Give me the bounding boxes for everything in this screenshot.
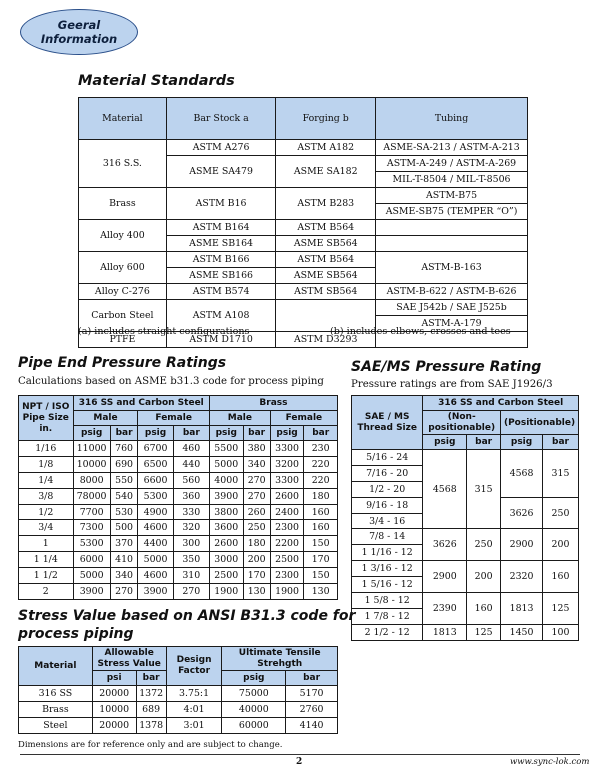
table-row	[19, 504, 338, 520]
cell: 1900	[270, 584, 304, 600]
table-row	[79, 252, 528, 268]
header-male: Male	[209, 411, 270, 426]
cell: 3800	[209, 504, 243, 520]
cell: 160	[304, 504, 338, 520]
header-psig: psig	[209, 426, 243, 441]
cell: 3600	[209, 520, 243, 536]
cell: 40000	[222, 701, 286, 717]
cell-material: Brass	[79, 188, 167, 220]
header-design-factor: Design Factor	[166, 647, 222, 686]
header-tubing: Tubing	[376, 98, 528, 140]
cell: 4900	[138, 504, 173, 520]
cell-size: 1 1/16 - 12	[352, 545, 423, 561]
header-bar: bar	[286, 671, 338, 686]
cell: 200	[543, 529, 579, 561]
header-male: Male	[73, 411, 138, 426]
stress-title-line-2: process piping	[18, 626, 134, 642]
cell: ASME SA182	[276, 156, 376, 188]
cell: 180	[304, 488, 338, 504]
sae-table	[351, 395, 579, 641]
cell-material: Alloy C-276	[79, 284, 167, 300]
cell: ASTM-A-179	[376, 316, 528, 332]
cell-size: 1 5/16 - 12	[352, 577, 423, 593]
header-bar: bar	[543, 435, 579, 450]
table-row	[79, 220, 528, 236]
cell: 160	[543, 561, 579, 593]
cell: 3.75:1	[166, 686, 222, 702]
cell: 230	[304, 441, 338, 457]
cell-material: Alloy 400	[79, 220, 167, 252]
cell: 4:01	[166, 701, 222, 717]
cell: ASTM B164	[166, 220, 276, 236]
stress-title	[18, 607, 355, 643]
cell: 10000	[92, 701, 136, 717]
table-row	[19, 536, 338, 552]
cell	[376, 236, 528, 252]
cell: 2600	[209, 536, 243, 552]
material-standards-table	[78, 97, 528, 348]
cell: ASTM B166	[166, 252, 276, 268]
cell-size: 7/8 - 14	[352, 529, 423, 545]
cell: 350	[173, 552, 209, 568]
badge-line-2: Information	[40, 32, 118, 46]
cell: 2500	[209, 568, 243, 584]
badge-line-1: Geeral	[57, 18, 101, 32]
cell: 2300	[270, 520, 304, 536]
header-material: Material	[19, 647, 93, 686]
cell: 3:01	[166, 717, 222, 733]
cell: 2760	[286, 701, 338, 717]
cell: 270	[243, 488, 270, 504]
cell: ASME SB564	[276, 236, 376, 252]
cell: 2320	[501, 561, 543, 593]
cell: ASTM D3293	[276, 332, 376, 348]
cell: ASME SB564	[276, 268, 376, 284]
cell: 315	[543, 450, 579, 498]
cell: 410	[110, 552, 138, 568]
header-bar: bar	[110, 426, 138, 441]
cell: 1378	[136, 717, 166, 733]
cell: 6500	[138, 456, 173, 472]
footer-divider	[20, 754, 580, 755]
header-bar: bar	[136, 671, 166, 686]
cell: 160	[304, 520, 338, 536]
cell-material: Steel	[19, 717, 93, 733]
cell: ASME-SB75 (TEMPER “O”)	[376, 204, 528, 220]
cell: 220	[304, 456, 338, 472]
cell: 2300	[270, 568, 304, 584]
cell: 150	[304, 568, 338, 584]
table-row	[19, 552, 338, 568]
pipe-end-table	[18, 395, 338, 600]
cell: ASTM A182	[276, 140, 376, 156]
header-bar-stock: Bar Stock a	[166, 98, 276, 140]
cell: SAE J542b / SAE J525b	[376, 300, 528, 316]
header-bar: bar	[304, 426, 338, 441]
cell: 370	[110, 536, 138, 552]
disclaimer: Dimensions are for reference only and are subject to change.	[18, 740, 283, 750]
note-a: (a) includes straight configurations	[78, 326, 250, 337]
cell-size: 1/2	[19, 504, 74, 520]
header-non-positionable: (Non-positionable)	[423, 411, 501, 435]
cell: 310	[173, 568, 209, 584]
cell: 3900	[73, 584, 110, 600]
header-ss-carbon: 316 SS and Carbon Steel	[73, 396, 209, 411]
cell: 100	[543, 624, 579, 640]
table-row	[19, 701, 338, 717]
cell-size: 3/4	[19, 520, 74, 536]
cell: 3300	[270, 472, 304, 488]
cell: 5000	[73, 568, 110, 584]
cell: 260	[243, 504, 270, 520]
cell: 4600	[138, 520, 173, 536]
header-female: Female	[138, 411, 210, 426]
table-row	[352, 561, 579, 577]
cell-size: 1/4	[19, 472, 74, 488]
header-psig: psig	[270, 426, 304, 441]
header-ss-carbon: 316 SS and Carbon Steel	[423, 396, 579, 411]
table-row	[79, 188, 528, 204]
cell: ASME SA479	[166, 156, 276, 188]
header-psig: psig	[423, 435, 467, 450]
cell: 2200	[270, 536, 304, 552]
cell-size: 1/16	[19, 441, 74, 457]
cell: 4140	[286, 717, 338, 733]
cell: 460	[173, 441, 209, 457]
table-header-row	[79, 98, 528, 140]
cell: 5000	[209, 456, 243, 472]
cell: 180	[243, 536, 270, 552]
cell: 250	[243, 520, 270, 536]
cell: 5500	[209, 441, 243, 457]
table-row	[19, 472, 338, 488]
header-bar: bar	[173, 426, 209, 441]
cell: 500	[110, 520, 138, 536]
cell-size: 1 3/16 - 12	[352, 561, 423, 577]
cell: 440	[173, 456, 209, 472]
table-row	[19, 568, 338, 584]
cell: 2900	[501, 529, 543, 561]
cell: 200	[243, 552, 270, 568]
header-psi: psi	[92, 671, 136, 686]
cell: MIL-T-8504 / MIL-T-8506	[376, 172, 528, 188]
cell-size: 7/16 - 20	[352, 465, 423, 481]
header-female: Female	[270, 411, 337, 426]
stress-table	[18, 646, 338, 734]
header-psig: psig	[138, 426, 173, 441]
table-row	[19, 520, 338, 536]
cell: 530	[110, 504, 138, 520]
cell: 125	[467, 624, 501, 640]
cell: 6600	[138, 472, 173, 488]
cell-material: 316 SS	[19, 686, 93, 702]
cell: 250	[467, 529, 501, 561]
cell: ASTM SB564	[276, 284, 376, 300]
table-row	[79, 300, 528, 316]
cell: 360	[173, 488, 209, 504]
cell: 340	[243, 456, 270, 472]
cell: 689	[136, 701, 166, 717]
cell-size: 1 5/8 - 12	[352, 593, 423, 609]
cell: 5300	[138, 488, 173, 504]
cell: 2400	[270, 504, 304, 520]
cell-size: 9/16 - 18	[352, 497, 423, 513]
cell: 3626	[423, 529, 467, 561]
cell: 270	[173, 584, 209, 600]
header-thread-size: SAE / MS Thread Size	[352, 396, 423, 450]
table-row	[79, 140, 528, 156]
cell: 3626	[501, 497, 543, 529]
stress-title-line-1: Stress Value based on ANSI B31.3 code for	[18, 608, 356, 624]
cell-material: Brass	[19, 701, 93, 717]
header-ultimate: Ultimate Tensile Strehgth	[222, 647, 338, 671]
section-badge	[20, 9, 138, 55]
table-row	[19, 488, 338, 504]
cell: 550	[110, 472, 138, 488]
cell: ASME-SA-213 / ASTM-A-213	[376, 140, 528, 156]
cell: 270	[110, 584, 138, 600]
cell: 3900	[209, 488, 243, 504]
cell-material: PTFE	[79, 332, 167, 348]
cell: 690	[110, 456, 138, 472]
cell: ASTM B283	[276, 188, 376, 220]
header-psig: psig	[73, 426, 110, 441]
cell-size: 1 7/8 - 12	[352, 608, 423, 624]
cell: 11000	[73, 441, 110, 457]
cell: 200	[467, 561, 501, 593]
note-b: (b) includes elbows, crosses and tees	[330, 326, 511, 337]
cell: 160	[467, 593, 501, 625]
table-row	[19, 456, 338, 472]
cell-size: 2 1/2 - 12	[352, 624, 423, 640]
cell: 220	[304, 472, 338, 488]
cell-size: 1/2 - 20	[352, 481, 423, 497]
cell-material: 316 S.S.	[79, 140, 167, 188]
cell: ASTM-A-249 / ASTM-A-269	[376, 156, 528, 172]
cell-size: 1	[19, 536, 74, 552]
cell: 4400	[138, 536, 173, 552]
header-allowable: Allowable Stress Value	[92, 647, 166, 671]
cell: 320	[173, 520, 209, 536]
table-row	[352, 624, 579, 640]
cell: 760	[110, 441, 138, 457]
cell: 1900	[209, 584, 243, 600]
cell: 6700	[138, 441, 173, 457]
cell: ASME SB166	[166, 268, 276, 284]
table-row	[19, 584, 338, 600]
cell: 20000	[92, 686, 136, 702]
cell-size: 2	[19, 584, 74, 600]
cell: 3900	[138, 584, 173, 600]
cell: 1813	[423, 624, 467, 640]
cell: 5170	[286, 686, 338, 702]
cell: 60000	[222, 717, 286, 733]
cell: 6000	[73, 552, 110, 568]
cell: 4000	[209, 472, 243, 488]
cell: 3200	[270, 456, 304, 472]
cell: 250	[543, 497, 579, 529]
cell: 130	[304, 584, 338, 600]
cell: 315	[467, 450, 501, 529]
cell: 2600	[270, 488, 304, 504]
cell-size: 5/16 - 24	[352, 450, 423, 466]
cell: ASTM-B-622 / ASTM-B-626	[376, 284, 528, 300]
cell: 125	[543, 593, 579, 625]
cell-size: 3/4 - 16	[352, 513, 423, 529]
cell-material: Alloy 600	[79, 252, 167, 284]
cell: 330	[173, 504, 209, 520]
cell: 170	[243, 568, 270, 584]
cell-size: 1 1/4	[19, 552, 74, 568]
pipe-end-title: Pipe End Pressure Ratings	[18, 355, 227, 371]
cell: 340	[110, 568, 138, 584]
cell: ASTM B564	[276, 252, 376, 268]
table-row	[79, 284, 528, 300]
header-pipe-size: NPT / ISO Pipe Size in.	[19, 396, 74, 441]
cell: 150	[304, 536, 338, 552]
cell: 75000	[222, 686, 286, 702]
cell: 1450	[501, 624, 543, 640]
cell: 1813	[501, 593, 543, 625]
cell: ASTM-B-163	[376, 252, 528, 284]
cell: 540	[110, 488, 138, 504]
header-bar: bar	[467, 435, 501, 450]
header-psig: psig	[222, 671, 286, 686]
sae-title: SAE/MS Pressure Rating	[351, 359, 542, 375]
cell: 560	[173, 472, 209, 488]
header-forging: Forging b	[276, 98, 376, 140]
cell: 2390	[423, 593, 467, 625]
cell: 5300	[73, 536, 110, 552]
header-brass: Brass	[209, 396, 337, 411]
sae-subtitle: Pressure ratings are from SAE J1926/3	[351, 379, 553, 390]
cell: ASTM B564	[276, 220, 376, 236]
cell: 2500	[270, 552, 304, 568]
cell: ASTM D1710	[166, 332, 276, 348]
cell: 2900	[423, 561, 467, 593]
cell: 20000	[92, 717, 136, 733]
cell: ASTM A108	[166, 300, 276, 332]
cell: 7300	[73, 520, 110, 536]
table-row	[19, 686, 338, 702]
table-row	[352, 593, 579, 609]
cell: ASTM A276	[166, 140, 276, 156]
cell-size: 1 1/2	[19, 568, 74, 584]
cell: 380	[243, 441, 270, 457]
cell-material: Carbon Steel	[79, 300, 167, 332]
cell: ASTM B574	[166, 284, 276, 300]
cell-size: 3/8	[19, 488, 74, 504]
cell: ASTM B16	[166, 188, 276, 220]
cell: 300	[173, 536, 209, 552]
cell: 8000	[73, 472, 110, 488]
cell: 270	[243, 472, 270, 488]
header-bar: bar	[243, 426, 270, 441]
table-row	[352, 529, 579, 545]
cell: ASTM-B75	[376, 188, 528, 204]
cell: 130	[243, 584, 270, 600]
cell: 4568	[501, 450, 543, 498]
cell: 7700	[73, 504, 110, 520]
cell: 3000	[209, 552, 243, 568]
table-row	[19, 717, 338, 733]
cell: 170	[304, 552, 338, 568]
material-standards-title: Material Standards	[78, 73, 235, 89]
cell: 78000	[73, 488, 110, 504]
cell: 1372	[136, 686, 166, 702]
table-row	[352, 450, 579, 466]
cell-size: 1/8	[19, 456, 74, 472]
header-material: Material	[79, 98, 167, 140]
cell: ASME SB164	[166, 236, 276, 252]
footer-url: www.sync-lok.com	[510, 757, 590, 767]
header-positionable: (Positionable)	[501, 411, 579, 435]
cell: 5000	[138, 552, 173, 568]
cell: 3300	[270, 441, 304, 457]
page-number: 2	[296, 757, 303, 767]
header-psig: psig	[501, 435, 543, 450]
cell	[376, 220, 528, 236]
cell: 4600	[138, 568, 173, 584]
cell: 4568	[423, 450, 467, 529]
cell: 10000	[73, 456, 110, 472]
table-row	[19, 441, 338, 457]
pipe-end-subtitle: Calculations based on ASME b31.3 code for process piping	[18, 376, 324, 387]
